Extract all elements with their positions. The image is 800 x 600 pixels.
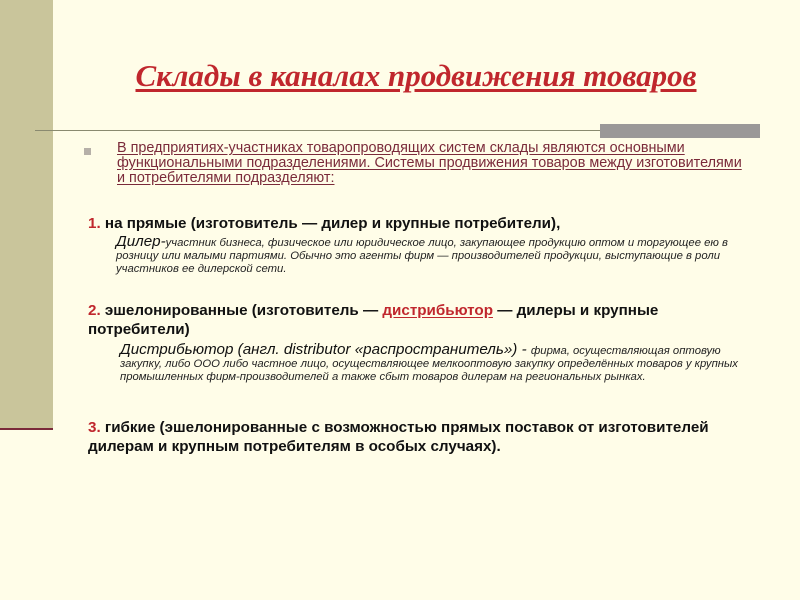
- list-item-heading: [88, 214, 768, 233]
- left-decorative-bar: [0, 0, 53, 428]
- list-item-direct: [88, 214, 768, 276]
- list-item-heading: [88, 418, 768, 456]
- item-text-before: эшелонированные (изготовитель —: [100, 302, 383, 319]
- item-text: на прямые (изготовитель — дилер и крупные потребители),: [100, 215, 561, 232]
- dealer-definition: [88, 235, 756, 276]
- item-number: 1.: [88, 215, 101, 232]
- square-bullet-icon: [84, 148, 91, 155]
- left-accent-line: [0, 428, 53, 430]
- title-divider-line: [35, 130, 600, 131]
- list-item-echeloned: [88, 301, 748, 384]
- item-number: 2.: [88, 302, 101, 319]
- distributor-definition-text: фирма, осуществляющая оптовую закупку, либо ООО либо частное лицо, осуществляющее мелкооптовую закупку определённых товаров у крупных промышленных фирм-производителей а также сбыт товаров дилерам на региональных рынках.: [120, 345, 738, 383]
- dealer-term: Дилер-: [116, 233, 166, 250]
- distributor-definition: [88, 343, 752, 384]
- list-item-heading: [88, 301, 748, 339]
- dealer-definition-text: участник бизнеса, физическое или юридическое лицо, закупающее продукцию оптом и торгующее ею в розницу или малыми партиями. Обычно это агенты фирм — производителей продукции, выступающие в роли участников ее дилерской сети.: [116, 237, 728, 275]
- slide-title: Склады в каналах продвижения товаров: [135, 58, 697, 93]
- item-text: гибкие (эшелонированные с возможностью прямых поставок от изготовителей дилерам и крупным потребителям в особых случаях).: [88, 419, 709, 455]
- item-number: 3.: [88, 419, 101, 436]
- distributor-link[interactable]: дистрибьютор: [382, 302, 493, 319]
- distributor-term: Дистрибьютор (англ. distributor «распространитель») -: [120, 341, 531, 358]
- list-item-flexible: [88, 418, 768, 456]
- title-divider-block: [600, 124, 760, 138]
- intro-paragraph: В предприятиях-участниках товаропроводящих систем склады являются основными функциональными подразделениями. Системы продвижения товаров между изготовителями и потребителями подразделяют:: [117, 140, 742, 186]
- item-text-after: — дилеры и крупные потребители): [88, 302, 659, 338]
